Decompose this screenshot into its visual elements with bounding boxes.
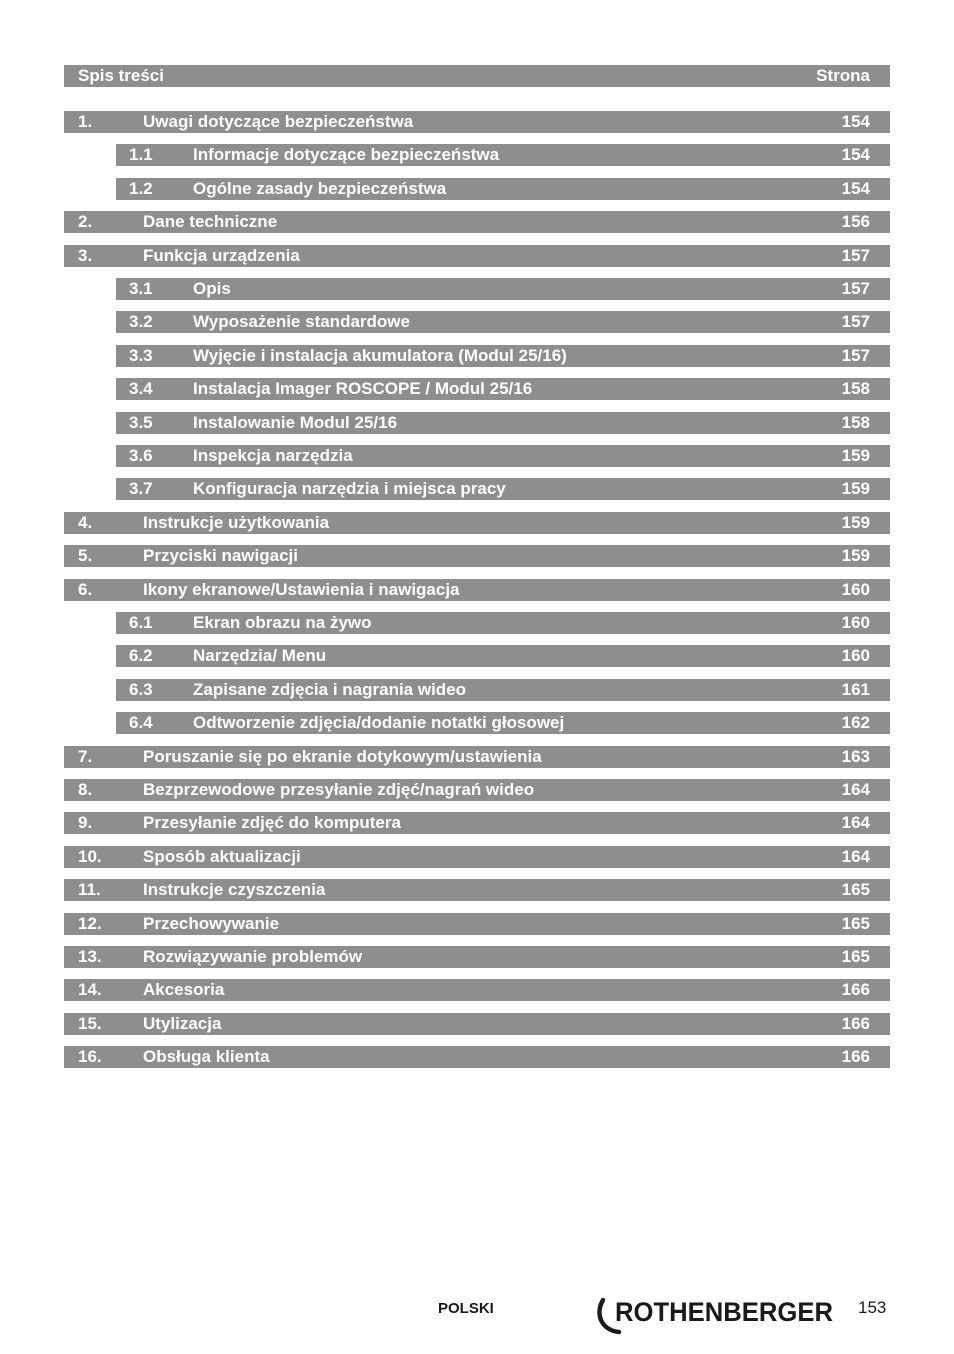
toc-entry[interactable]	[64, 211, 890, 233]
toc-entry-number: 10.	[78, 847, 102, 866]
toc-entry-page: 164	[841, 813, 870, 832]
toc-entry-title: Ikony ekranowe/Ustawienia i nawigacja	[143, 580, 460, 599]
toc-entry-page: 164	[841, 780, 870, 799]
toc-entry[interactable]	[64, 979, 890, 1001]
toc-header	[64, 65, 890, 87]
toc-entry-page: 166	[841, 1014, 870, 1033]
toc-entry-title: Poruszanie się po ekranie dotykowym/ustawienia	[143, 747, 542, 766]
toc-entry[interactable]	[64, 913, 890, 935]
toc-entry[interactable]	[116, 645, 890, 667]
toc-entry-page: 157	[841, 279, 870, 298]
toc-entry[interactable]	[64, 1046, 890, 1068]
toc-entry-number: 15.	[78, 1014, 102, 1033]
toc-entry-number: 1.1	[129, 145, 153, 164]
toc-entry[interactable]	[64, 579, 890, 601]
toc-entry[interactable]	[64, 512, 890, 534]
toc-entry-title: Odtworzenie zdjęcia/dodanie notatki głosowej	[193, 713, 565, 732]
toc-entry-number: 2.	[78, 212, 93, 231]
toc-entry-title: Instrukcje użytkowania	[143, 513, 330, 532]
toc-entry[interactable]	[116, 144, 890, 166]
toc-entry-title: Instrukcje czyszczenia	[143, 880, 326, 899]
toc-entry-number: 4.	[78, 513, 93, 532]
toc-entry[interactable]	[64, 879, 890, 901]
toc-entry-title: Informacje dotyczące bezpieczeństwa	[193, 145, 500, 164]
toc-entry-page: 162	[841, 713, 870, 732]
toc-entry-page: 157	[841, 346, 870, 365]
toc-entry-title: Wyjęcie i instalacja akumulatora (Modul 25/16)	[193, 346, 567, 365]
toc-entry-page: 154	[841, 179, 870, 198]
toc-entry-title: Utylizacja	[143, 1014, 222, 1033]
toc-entry-page: 154	[841, 145, 870, 164]
toc-entry[interactable]	[116, 712, 890, 734]
toc-entry-number: 3.4	[129, 379, 153, 398]
toc-entry-number: 3.	[78, 246, 93, 265]
toc-entry-number: 6.	[78, 580, 93, 599]
toc-entry-page: 158	[841, 413, 870, 432]
toc-entry[interactable]	[116, 311, 890, 333]
toc-entry-title: Konfiguracja narzędzia i miejsca pracy	[193, 479, 506, 498]
toc-entry-page: 166	[841, 980, 870, 999]
toc-entry[interactable]	[64, 779, 890, 801]
toc-entry-page: 156	[841, 212, 870, 231]
toc-entry-number: 9.	[78, 813, 93, 832]
toc-entry-page: 159	[841, 513, 870, 532]
toc-entry-page: 164	[841, 847, 870, 866]
toc-entry-page: 159	[841, 546, 870, 565]
toc-entry-number: 6.1	[129, 613, 153, 632]
toc-entry-page: 161	[841, 680, 870, 699]
toc-entry-title: Uwagi dotyczące bezpieczeństwa	[143, 112, 414, 131]
toc-title: Spis treści	[78, 66, 164, 85]
toc-entry-number: 3.7	[129, 479, 153, 498]
toc-entry-title: Przyciski nawigacji	[143, 546, 298, 565]
toc-entry-title: Opis	[193, 279, 231, 298]
toc-entry[interactable]	[64, 946, 890, 968]
toc-entry-page: 163	[841, 747, 870, 766]
toc-entry-title: Instalacja Imager ROSCOPE / Modul 25/16	[193, 379, 533, 398]
toc-entry-title: Obsługa klienta	[143, 1047, 270, 1066]
toc-entry-number: 1.	[78, 112, 93, 131]
toc-entry[interactable]	[116, 278, 890, 300]
toc-entry-title: Funkcja urządzenia	[143, 246, 300, 265]
toc-entry-title: Dane techniczne	[143, 212, 278, 231]
toc-entry-number: 6.2	[129, 646, 153, 665]
brand-name: ROTHENBERGER	[615, 1297, 833, 1327]
toc-entry[interactable]	[116, 345, 890, 367]
toc-entry[interactable]	[64, 812, 890, 834]
toc-entry-page: 165	[841, 914, 870, 933]
toc-entry[interactable]	[64, 111, 890, 133]
toc-entry[interactable]	[64, 245, 890, 267]
toc-entry-title: Akcesoria	[143, 980, 225, 999]
toc-entry-title: Instalowanie Modul 25/16	[193, 413, 398, 432]
toc-entry-title: Sposób aktualizacji	[143, 847, 301, 866]
toc-entry-title: Przesyłanie zdjęć do komputera	[143, 813, 401, 832]
toc-entry-number: 5.	[78, 546, 93, 565]
toc-entry-page: 160	[841, 646, 870, 665]
toc-entry-number: 3.5	[129, 413, 153, 432]
toc-entry-number: 7.	[78, 747, 93, 766]
toc-entry-page: 157	[841, 312, 870, 331]
footer-language: POLSKI	[438, 1300, 494, 1317]
toc-entry[interactable]	[64, 1013, 890, 1035]
toc-entry-title: Ogólne zasady bezpieczeństwa	[193, 179, 447, 198]
toc-entry[interactable]	[64, 545, 890, 567]
toc-entry-page: 160	[841, 613, 870, 632]
toc-entry[interactable]	[64, 746, 890, 768]
toc-entry-number: 3.1	[129, 279, 153, 298]
toc-entry-page: 165	[841, 947, 870, 966]
toc-entry[interactable]	[116, 478, 890, 500]
toc-entry-number: 6.4	[129, 713, 153, 732]
toc-entry-title: Inspekcja narzędzia	[193, 446, 353, 465]
toc-entry-number: 12.	[78, 914, 102, 933]
toc-entry-page: 157	[841, 246, 870, 265]
toc-entry-page: 160	[841, 580, 870, 599]
toc-entry-number: 8.	[78, 780, 93, 799]
toc-entry-page: 159	[841, 446, 870, 465]
brand-logo	[593, 1290, 843, 1336]
toc-entry-number: 16.	[78, 1047, 102, 1066]
toc-entry-title: Wyposażenie standardowe	[193, 312, 410, 331]
toc-entry-number: 11.	[78, 880, 101, 899]
toc-entry-page: 158	[841, 379, 870, 398]
toc-entry[interactable]	[116, 612, 890, 634]
toc-entry-title: Przechowywanie	[143, 914, 280, 933]
toc-entry-number: 3.3	[129, 346, 153, 365]
toc-entry-number: 1.2	[129, 179, 153, 198]
toc-entry-page: 159	[841, 479, 870, 498]
toc-entry[interactable]	[64, 846, 890, 868]
toc-entry[interactable]	[116, 445, 890, 467]
toc-entry-number: 13.	[78, 947, 102, 966]
toc-entry[interactable]	[116, 679, 890, 701]
toc-entry-number: 3.6	[129, 446, 153, 465]
toc-entry-number: 14.	[78, 980, 102, 999]
toc-entry-title: Narzędzia/ Menu	[193, 646, 327, 665]
toc-entry[interactable]	[116, 178, 890, 200]
toc-entry[interactable]	[116, 412, 890, 434]
toc-entry-title: Zapisane zdjęcia i nagrania wideo	[193, 680, 467, 699]
toc-entry-number: 6.3	[129, 680, 153, 699]
toc-entry-number: 3.2	[129, 312, 153, 331]
toc-entry-title: Rozwiązywanie problemów	[143, 947, 363, 966]
toc-entry-page: 166	[841, 1047, 870, 1066]
page-number: 153	[858, 1298, 887, 1317]
toc-entry-page: 165	[841, 880, 870, 899]
toc-entry[interactable]	[116, 378, 890, 400]
toc-entry-page: 154	[841, 112, 870, 131]
toc-entry-title: Bezprzewodowe przesyłanie zdjęć/nagrań wideo	[143, 780, 535, 799]
toc-entry-title: Ekran obrazu na żywo	[193, 613, 372, 632]
toc-page-label: Strona	[816, 66, 870, 85]
